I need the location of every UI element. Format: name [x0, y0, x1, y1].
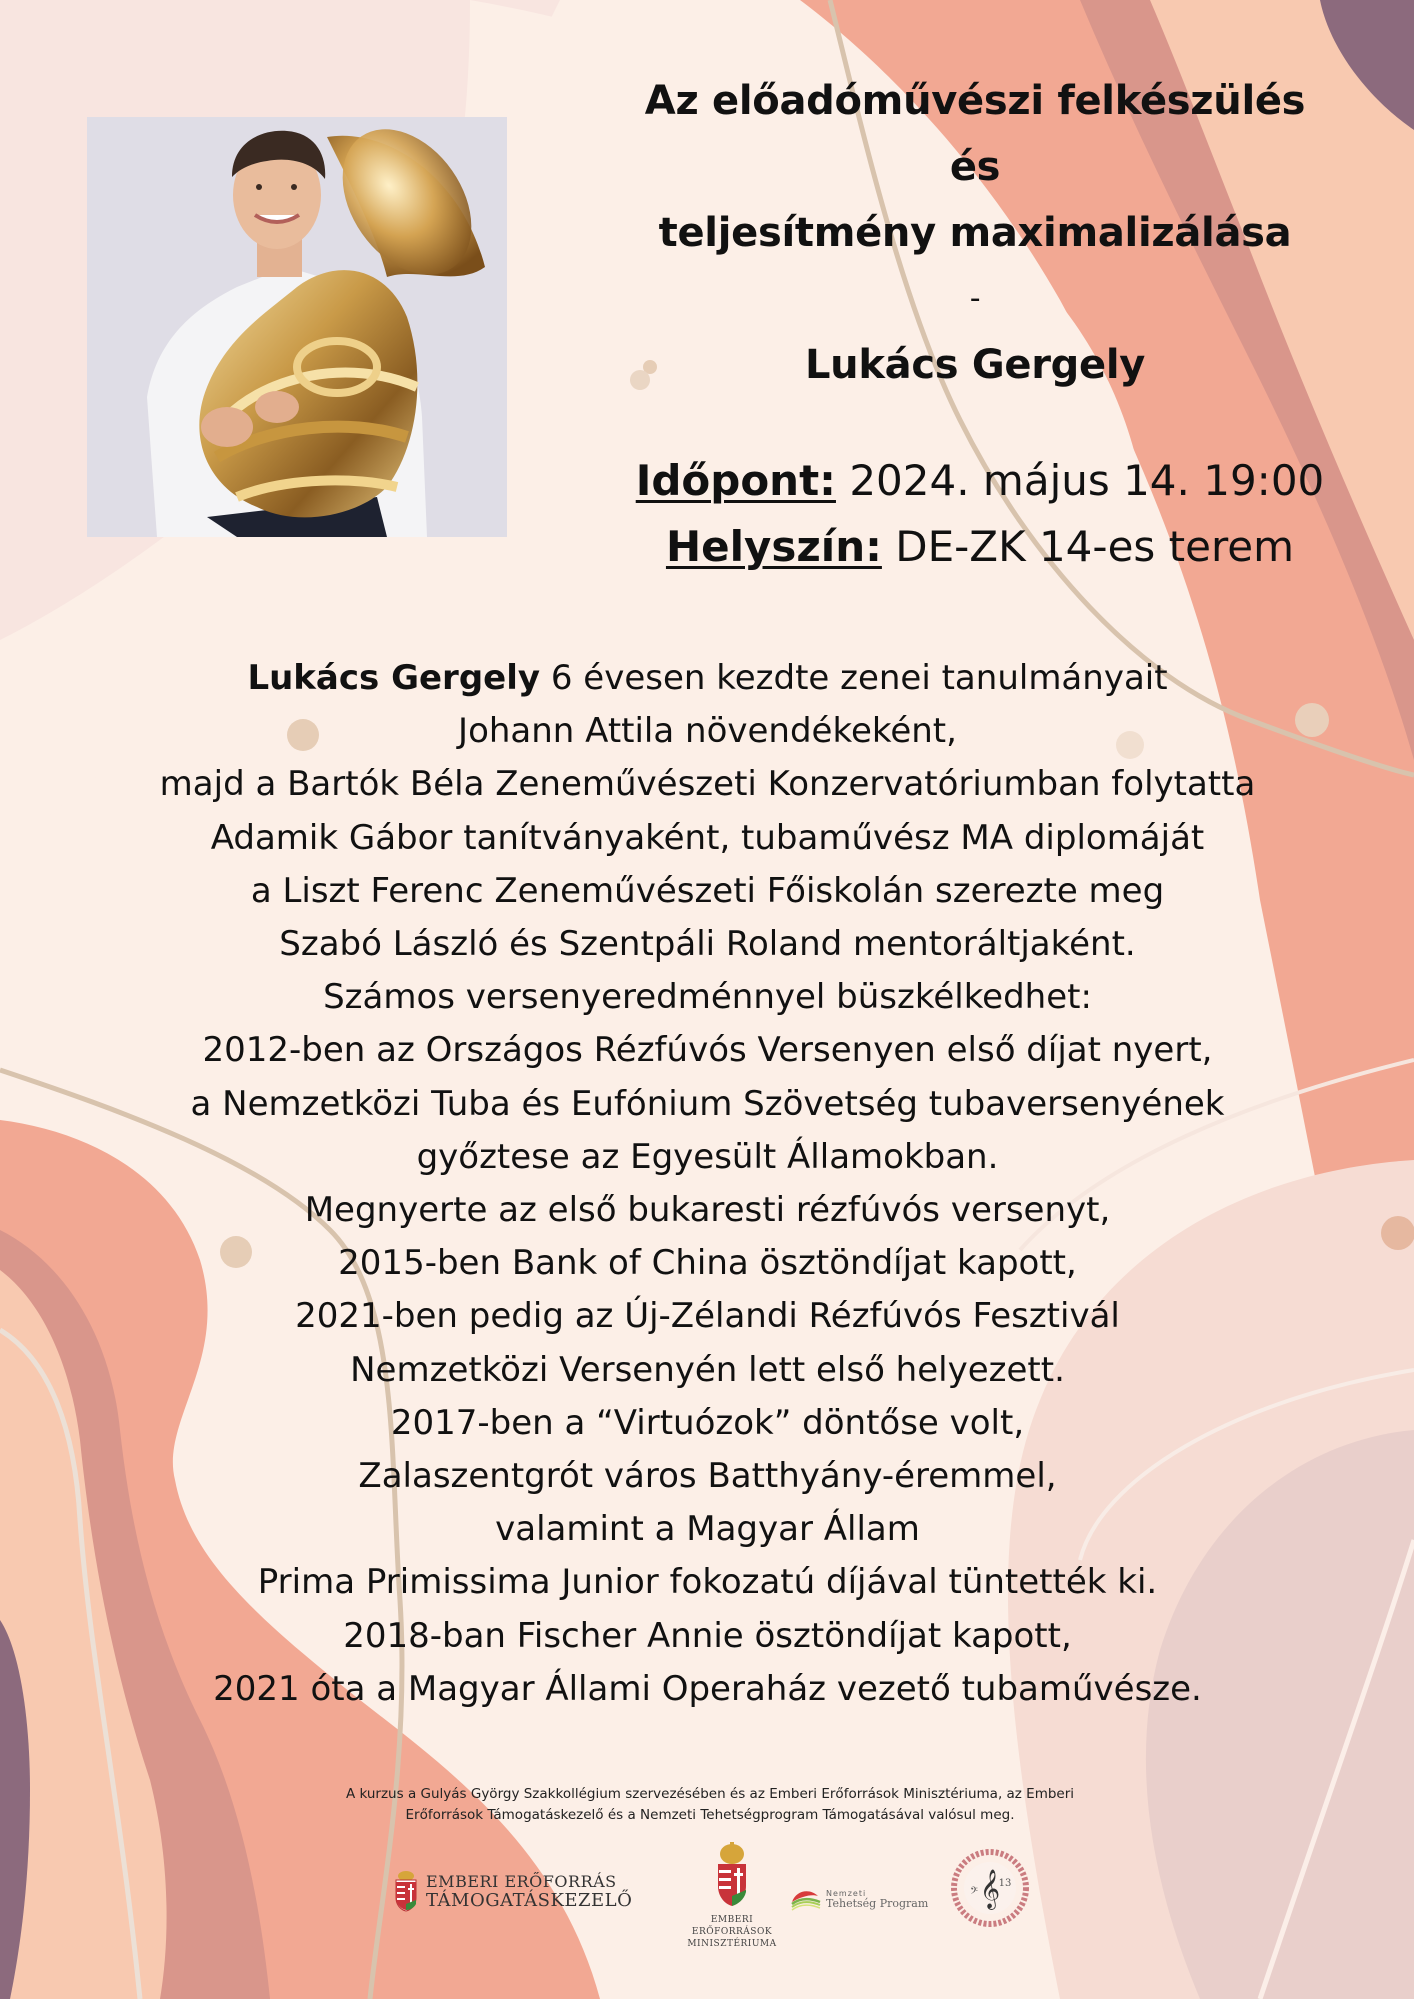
bio-line: Számos versenyeredménnyel büszkélkedhet:: [323, 977, 1092, 1018]
treble-clef-seal-icon: [950, 1848, 1030, 1928]
bio-line: 2015-ben Bank of China ösztöndíjat kapott,: [338, 1243, 1077, 1284]
svg-text:𝄢: 𝄢: [970, 1885, 978, 1899]
title-separator: -: [969, 281, 981, 316]
sponsor-note-line: Erőforrások Támogatáskezelő és a Nemzeti Tehetségprogram Támogatásával valósul meg.: [405, 1807, 1015, 1823]
bio-line: Lukács Gergely 6 évesen kezdte zenei tanulmányait: [247, 658, 1168, 698]
logo-emmi-line1: EMBERI ERŐFORRÁSOK: [691, 1915, 773, 1937]
logo-emmi: [672, 1842, 792, 1950]
bio-line: a Liszt Ferenc Zeneművészeti Főiskolán szerezte meg: [250, 870, 1165, 911]
event-time: [600, 448, 1360, 514]
bio-line: valamint a Magyar Állam: [495, 1509, 920, 1550]
bio-line: Adamik Gábor tanítványaként, tubaművész MA diplomáját: [210, 817, 1205, 858]
bio-line: 2018-ban Fischer Annie ösztöndíjat kapott,: [343, 1615, 1072, 1656]
logo-emmi-line2: MINISZTÉRIUMA: [687, 1939, 777, 1949]
logo-ntp-line1: Nemzeti: [826, 1888, 867, 1898]
bio-line: a Nemzetközi Tuba és Eufónium Szövetség tubaversenyének: [190, 1083, 1225, 1124]
bio-name: Lukács Gergely: [247, 658, 541, 698]
place-value: DE-ZK 14-es terem: [895, 522, 1295, 571]
event-place: [600, 514, 1360, 580]
bio-line: Johann Attila növendékeként,: [458, 711, 957, 752]
title-line: teljesítmény maximalizálása: [658, 210, 1292, 256]
bio-line: 2021 óta a Magyar Állami Operaház vezető tubaművésze.: [213, 1668, 1202, 1709]
time-value: 2024. május 14. 19:00: [849, 456, 1325, 505]
bio-line: 2012-ben az Országos Rézfúvós Versenyen első díjat nyert,: [202, 1030, 1213, 1071]
event-title: [600, 68, 1350, 398]
bio-line: majd a Bartók Béla Zeneművészeti Konzervatóriumban folytatta: [159, 764, 1256, 805]
bio-line: Nemzetközi Versenyén lett első helyezett.: [350, 1349, 1065, 1390]
bio-line: győztese az Egyesült Államokban.: [416, 1136, 999, 1177]
logo-nemzeti-tehetseg-program: [790, 1886, 928, 1912]
performer-photo: [87, 117, 507, 537]
logo-ntp-line2: Tehetség Program: [826, 1896, 929, 1910]
performer-bio: [60, 652, 1355, 1716]
title-line: és: [949, 144, 1001, 190]
sponsor-note: [250, 1784, 1170, 1826]
logo-eft-line1: EMBERI ERŐFORRÁS: [426, 1872, 617, 1891]
bio-line: Prima Primissima Junior fokozatú díjával tüntették ki.: [257, 1562, 1158, 1603]
sponsor-note-line: A kurzus a Gulyás György Szakkollégium szervezésében és az Emberi Erőforrások Minisztériuma, az Emberi: [345, 1786, 1075, 1802]
svg-text:𝄞: 𝄞: [979, 1869, 1001, 1909]
logo-eft-line2: TÁMOGATÁSKEZELŐ: [426, 1890, 633, 1911]
ntp-wave-icon: [790, 1886, 822, 1912]
bio-line: Megnyerte az első bukaresti rézfúvós versenyt,: [304, 1190, 1111, 1231]
sponsor-logos: [390, 1840, 1040, 1949]
bio-line: Szabó László és Szentpáli Roland mentoráltjaként.: [279, 924, 1136, 965]
hungarian-coat-of-arms-icon: [715, 1842, 749, 1908]
svg-text:13: 13: [998, 1878, 1012, 1889]
bio-line: 2017-ben a “Virtuózok” döntőse volt,: [390, 1402, 1025, 1443]
place-label: Helyszín:: [665, 522, 882, 571]
time-label: Időpont:: [635, 456, 836, 505]
hungarian-coat-of-arms-icon: [394, 1870, 418, 1912]
performer-name: Lukács Gergely: [804, 342, 1146, 388]
bio-line: 2021-ben pedig az Új-Zélandi Rézfúvós Fesztivál: [295, 1296, 1120, 1337]
title-line: Az előadóművészi felkészülés: [644, 78, 1306, 124]
logo-emberi-eroforras-tamogataskezelo: [394, 1870, 632, 1912]
logo-gulyas-gyorgy-szakkollegium: [950, 1848, 1030, 1932]
bio-line: Zalaszentgrót város Batthyány-éremmel,: [358, 1456, 1057, 1497]
event-info: [600, 448, 1360, 580]
